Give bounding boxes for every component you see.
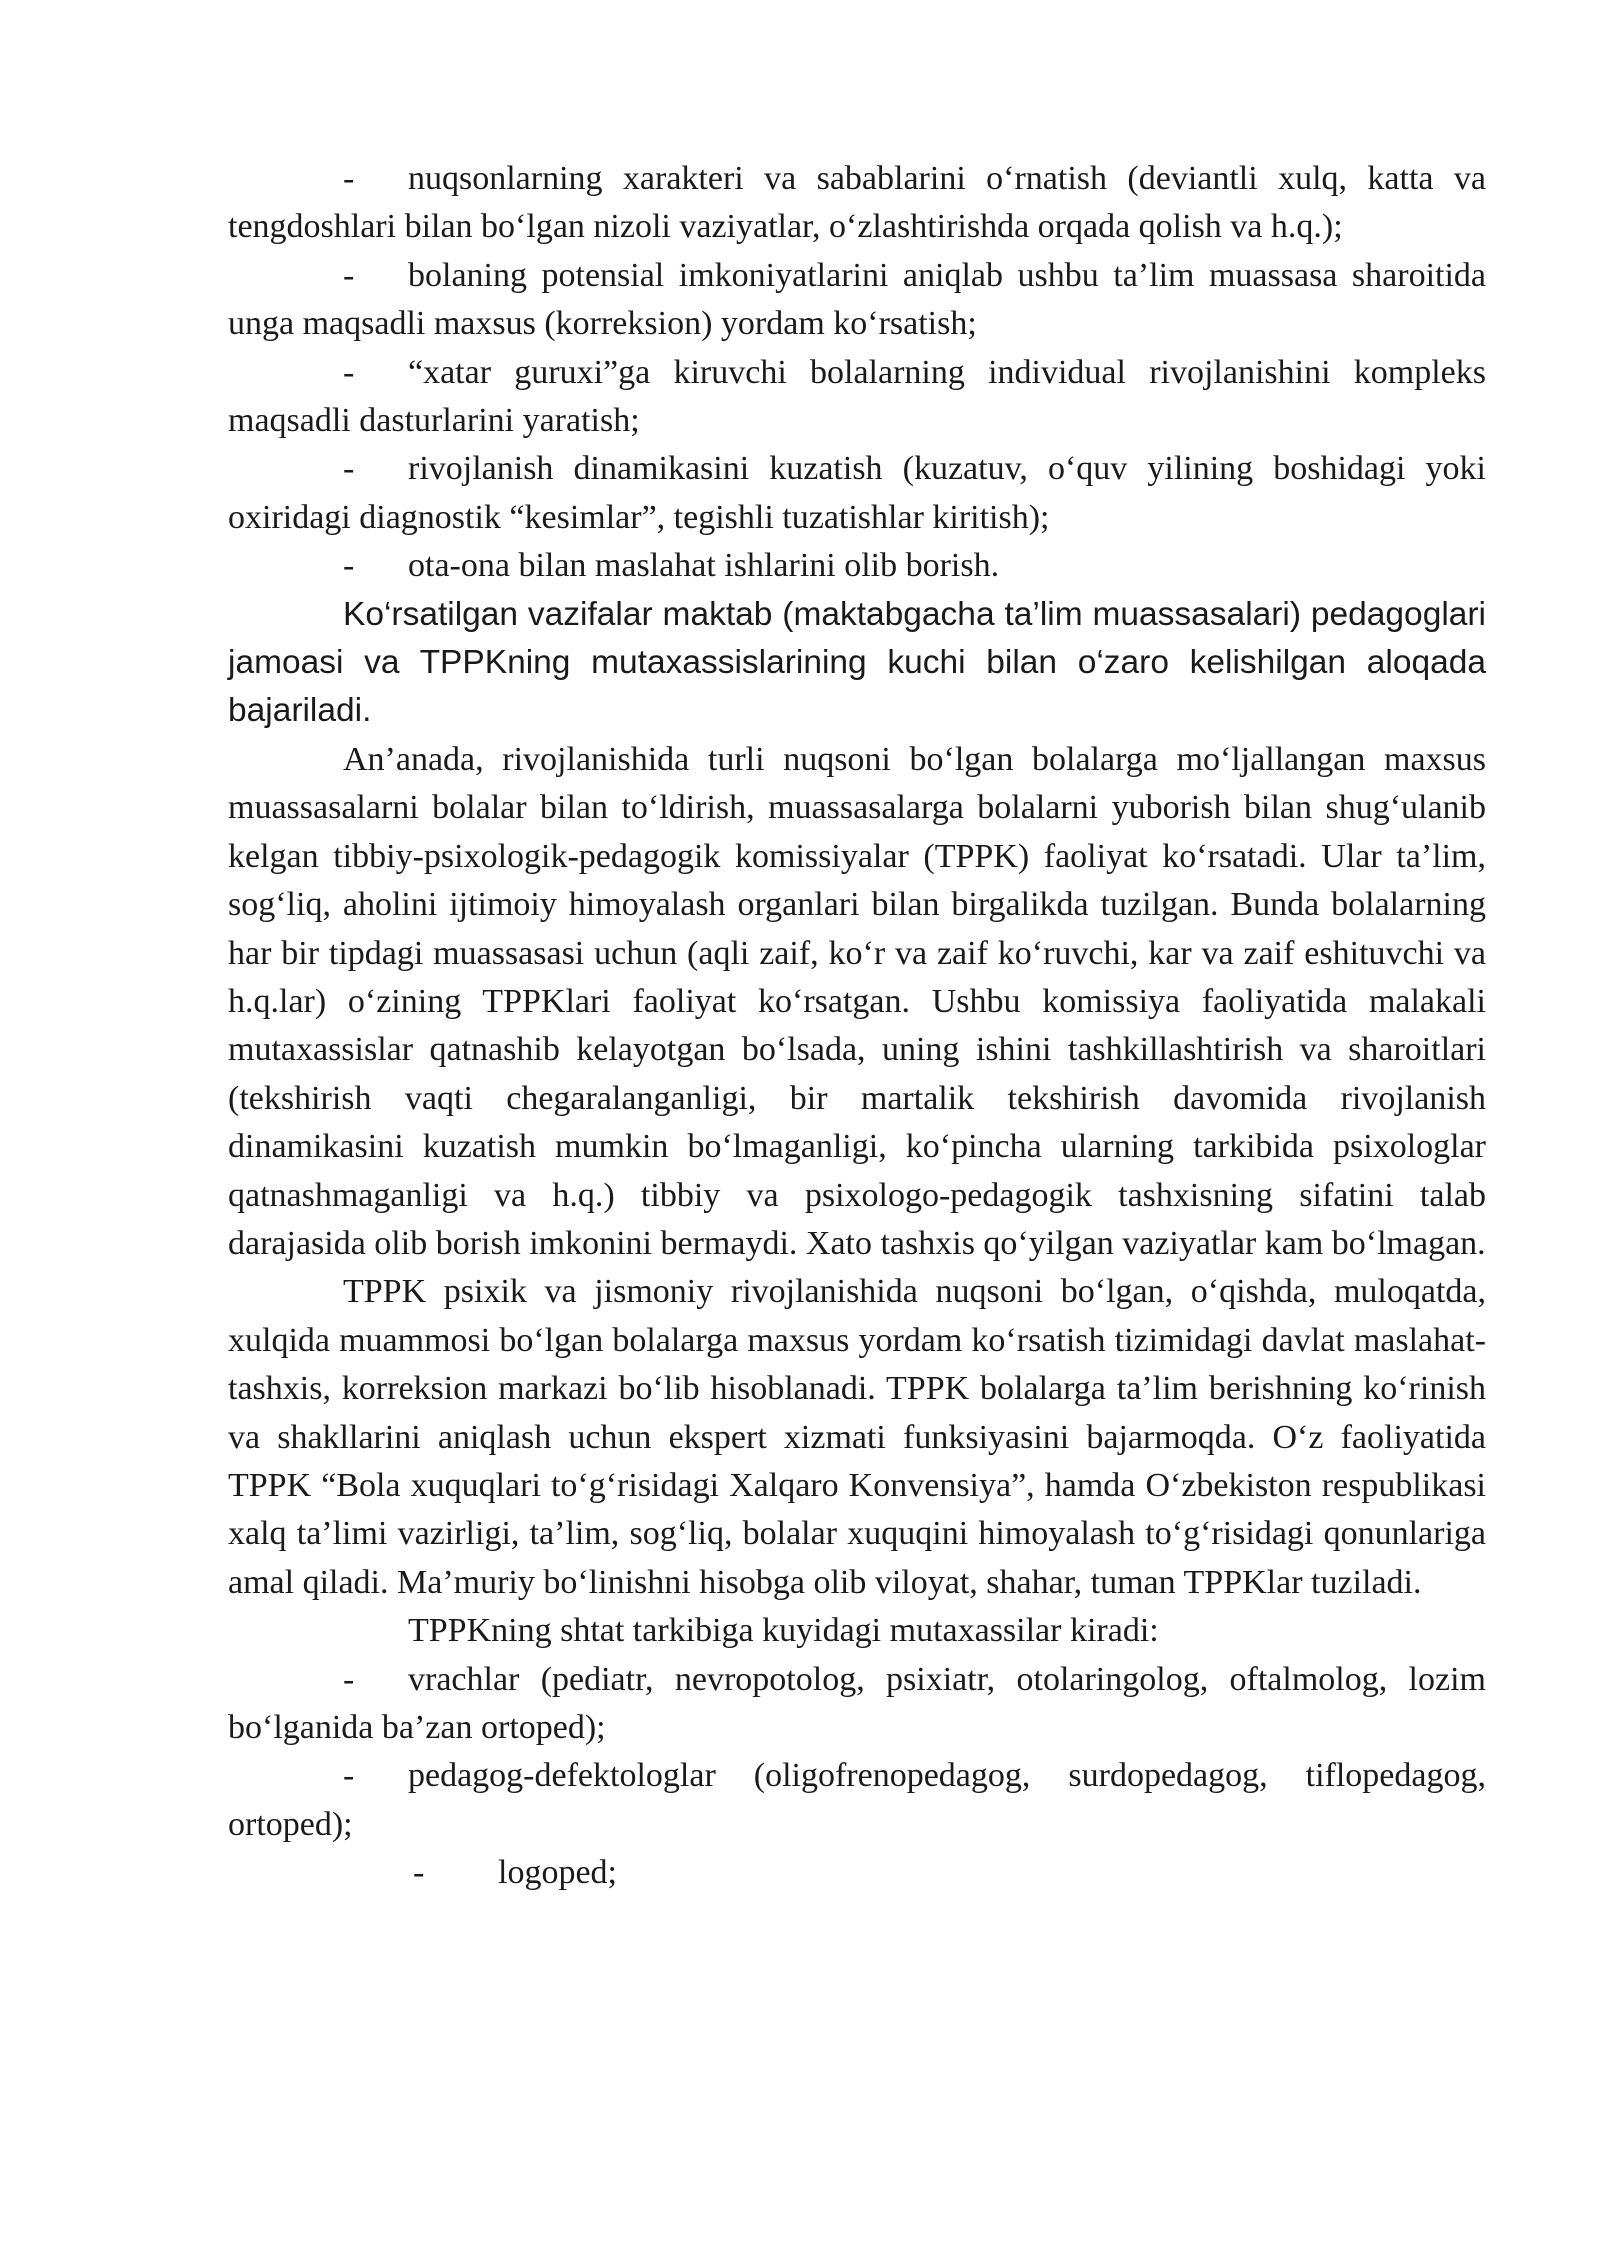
list-item-text: nuqsonlarning xarakteri va sabablarini o‘rnatish (deviantli xulq, katta va tengdoshlari bilan bo‘lgan nizoli vaziyatlar, o‘zlashtirishda orqada qolish va h.q.); [228, 160, 1486, 246]
list-item-text: rivojlanish dinamikasini kuzatish (kuzatuv, o‘quv yilining boshidagi yoki oxiridagi diagnostik “kesimlar”, tegishli tuzatishlar kiritish); [228, 450, 1486, 536]
list-item-text: pedagog-defektologlar (oligofrenopedagog, surdopedagog, tiflopedagog, ortoped); [228, 1757, 1486, 1843]
list-dash: - [343, 547, 355, 585]
list-item-text: logoped; [498, 1854, 617, 1892]
list-item [228, 155, 1486, 252]
paragraph-tppk-role: TPPK psixik va jismoniy rivojlanishida nuqsoni bo‘lgan, o‘qishda, muloqatda, xulqida muammosi bo‘lgan bolalarga maxsus yordam ko‘rsatish tizimidagi davlat maslahat-tashxis, korreksion markazi bo‘lib hisoblanadi. TPPK bolalarga ta’lim berishning ko‘rinish va shakllarini aniqlash uchun ekspert xizmati funksiyasini bajarmoqda. O‘z faoliyatida TPPK “Bola xuquqlari to‘g‘risidagi Xalqaro Konvensiya”, hamda O‘zbekiston respublikasi xalq ta’limi vazirligi, ta’lim, sog‘liq, bolalar xuquqini himoyalash to‘g‘risidagi qonunlariga amal qiladi. Ma’muriy bo‘linishni hisobga olib viloyat, shahar, tuman TPPKlar tuziladi. [228, 1273, 1486, 1601]
list-item [228, 1752, 1486, 1849]
list-item [228, 252, 1486, 349]
list-item [228, 445, 1486, 542]
document-page [228, 155, 1486, 1898]
list-item [228, 542, 1486, 590]
list-item [228, 1656, 1486, 1753]
list-dash: - [343, 1660, 355, 1698]
paragraph-tasks-summary: Ko‘rsatilgan vazifalar maktab (maktabgacha ta’lim muassasalari) pedagoglari jamoasi va TPPKning mutaxassislarining kuchi bilan o‘zaro kelishilgan aloqada bajariladi. [228, 595, 1486, 730]
list-dash: - [343, 450, 355, 488]
paragraph-tppk-history: An’anada, rivojlanishida turli nuqsoni bo‘lgan bolalarga mo‘ljallangan maxsus muassasalarni bolalar bilan to‘ldirish, muassasalarga bolalarni yuborish bilan shug‘ulanib kelgan tibbiy-psixologik-pedagogik komissiyalar (TPPK) faoliyat ko‘rsatadi. Ular ta’lim, sog‘liq, aholini ijtimoiy himoyalash organlari bilan birgalikda tuzilgan. Bunda bolalarning har bir tipdagi muassasasi uchun (aqli zaif, ko‘r va zaif ko‘ruvchi, kar va zaif eshituvchi va h.q.lar) o‘zining TPPKlari faoliyat ko‘rsatgan. Ushbu komissiya faoliyatida malakali mutaxassislar qatnashib kelayotgan bo‘lsada, uning ishini tashkillashtirish va sharoitlari (tekshirish vaqti chegaralanganligi, bir martalik tekshirish davomida rivojlanish dinamikasini kuzatish mumkin bo‘lmaganligi, ko‘pincha ularning tarkibida psixologlar qatnashmaganligi va h.q.) tibbiy va psixologo-pedagogik tashxisning sifatini talab darajasida olib borish imkonini bermaydi. Xato tashxis qo‘yilgan vaziyatlar kam bo‘lmagan. [228, 740, 1486, 1262]
list-item [228, 349, 1486, 446]
list-item-text: “xatar guruxi”ga kiruvchi bolalarning individual rivojlanishini kompleks maqsadli dasturlarini yaratish; [228, 353, 1486, 440]
list-dash: - [343, 353, 355, 391]
list-item [228, 1849, 1486, 1897]
paragraph-staff-intro: TPPKning shtat tarkibiga kuyidagi mutaxassilar kiradi: [408, 1612, 1159, 1650]
list-item-text: vrachlar (pediatr, nevropotolog, psixiatr, otolaringolog, oftalmolog, lozim bo‘lganida ba’zan ortoped); [228, 1660, 1486, 1746]
list-dash: - [343, 256, 355, 294]
list-item-text: bolaning potensial imkoniyatlarini aniqlab ushbu ta’lim muassasa sharoitida unga maqsadli maxsus (korreksion) yordam ko‘rsatish; [228, 256, 1486, 343]
list-item-text: ota-ona bilan maslahat ishlarini olib borish. [408, 547, 1000, 585]
list-dash: - [343, 160, 355, 197]
list-dash: - [413, 1854, 425, 1892]
list-dash: - [343, 1757, 355, 1795]
